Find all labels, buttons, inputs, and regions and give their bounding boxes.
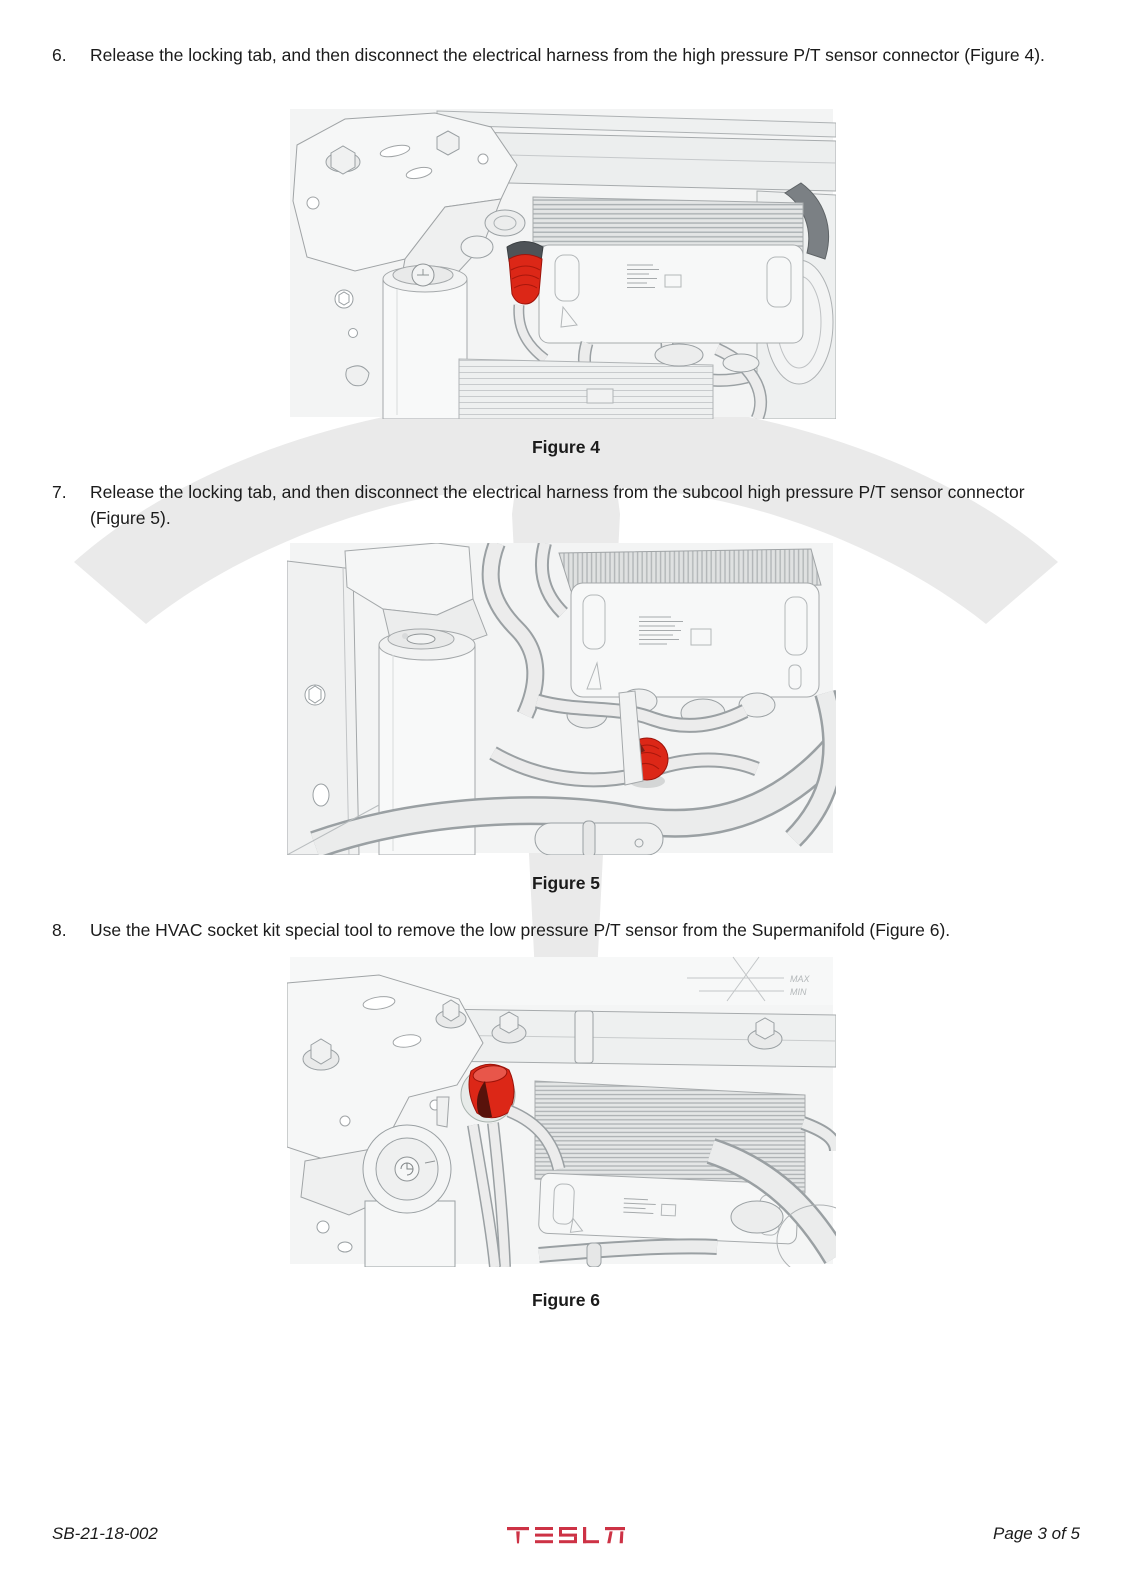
figure-caption: Figure 4 [531, 437, 601, 457]
figure-5 [287, 543, 836, 855]
procedure-step-8 [52, 917, 1056, 943]
figure-caption: Figure 6 [531, 1290, 601, 1310]
procedure-step-6 [52, 42, 1056, 68]
highlighted-connector [507, 242, 543, 305]
figure6-illustration [287, 955, 836, 1267]
step-number: 8. [52, 920, 67, 940]
accumulator-cylinder [363, 1125, 455, 1267]
document-number: SB-21-18-002 [52, 1524, 158, 1543]
step-text: Use the HVAC socket kit special tool to remove the low pressure P/T sensor from the Supermanifold (Figure 6). [90, 920, 951, 940]
procedure-step-7 [52, 479, 1056, 531]
step-text: Release the locking tab, and then disconnect the electrical harness from the high pressure P/T sensor connector (Figure 4). [90, 45, 1045, 65]
figure-4 [287, 107, 836, 419]
min-label: MIN [790, 987, 807, 997]
figure-6 [287, 955, 836, 1267]
accumulator-cylinder [383, 264, 467, 419]
footer-brand [0, 1527, 1132, 1544]
page-number: Page 3 of 5 [993, 1524, 1080, 1543]
step-number: 6. [52, 45, 67, 65]
supermanifold-module [559, 549, 821, 697]
figure5-illustration [287, 543, 836, 855]
figure4-illustration [287, 107, 836, 419]
step-text: Release the locking tab, and then disconnect the electrical harness from the subcool high pressure P/T sensor connector (Figure 5). [90, 482, 1025, 528]
tesla-wordmark-icon [507, 1527, 625, 1544]
supermanifold-module [533, 197, 803, 343]
max-label: MAX [790, 974, 810, 984]
step-number: 7. [52, 482, 67, 502]
figure-caption: Figure 5 [531, 873, 601, 893]
